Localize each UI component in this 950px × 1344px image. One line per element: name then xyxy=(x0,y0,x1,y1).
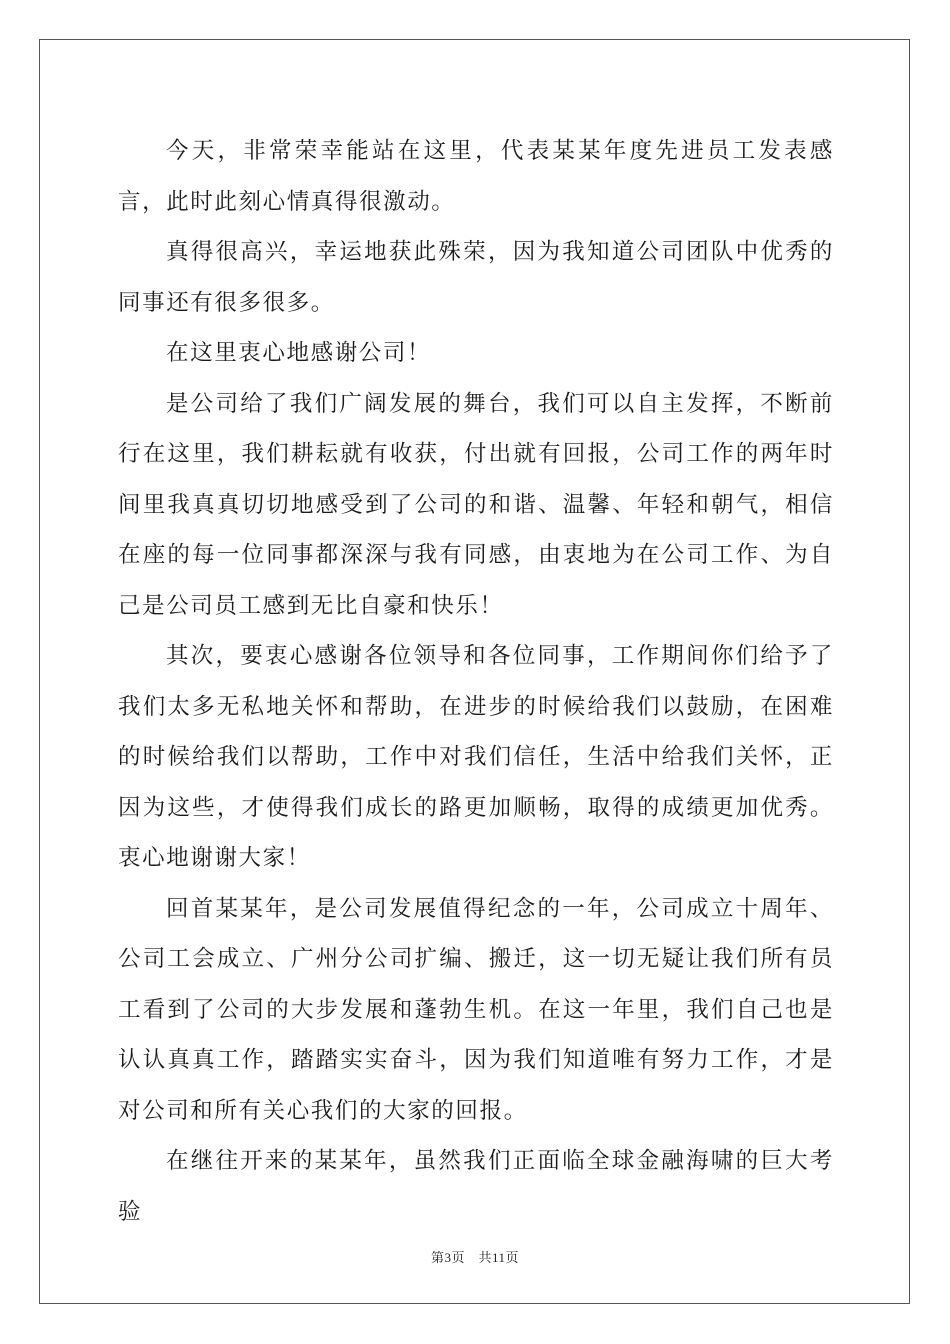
paragraph: 在这里衷心地感谢公司！ xyxy=(166,340,432,366)
paragraph: 真得很高兴，幸运地获此殊荣，因为我知道公司团队中优秀的同事还有很多很多。 xyxy=(118,239,834,316)
page-number-footer: 第3页 共11页 xyxy=(430,1250,520,1265)
document-body xyxy=(118,126,834,1237)
paragraph: 是公司给了我们广阔发展的舞台，我们可以自主发挥，不断前行在这里，我们耕耘就有收获，付出就有回报，公司工作的两年时间里我真真切切地感受到了公司的和谐、温馨、年轻和朝气，相信在座的每一位同事都深深与我有同感，由衷地为在公司工作、为自己是公司员工感到无比自豪和快乐！ xyxy=(118,390,834,619)
paragraph: 其次，要衷心感谢各位领导和各位同事，工作期间你们给予了我们太多无私地关怀和帮助，在进步的时候给我们以鼓励，在困难的时候给我们以帮助，工作中对我们信任，生活中给我们关怀，正因为这些，才使得我们成长的路更加顺畅，取得的成绩更加优秀。衷心地谢谢大家！ xyxy=(118,643,834,871)
paragraph: 今天，非常荣幸能站在这里，代表某某年度先进员工发表感言，此时此刻心情真得很激动。 xyxy=(118,138,834,215)
paragraph: 回首某某年，是公司发展值得纪念的一年，公司成立十周年、公司工会成立、广州分公司扩编、搬迁，这一切无疑让我们所有员工看到了公司的大步发展和蓬勃生机。在这一年里，我们自己也是认认真真工作，踏踏实实奋斗，因为我们知道唯有努力工作，才是对公司和所有关心我们的大家的回报。 xyxy=(118,895,834,1124)
paragraph: 在继往开来的某某年，虽然我们正面临全球金融海啸的巨大考验 xyxy=(118,1148,834,1225)
